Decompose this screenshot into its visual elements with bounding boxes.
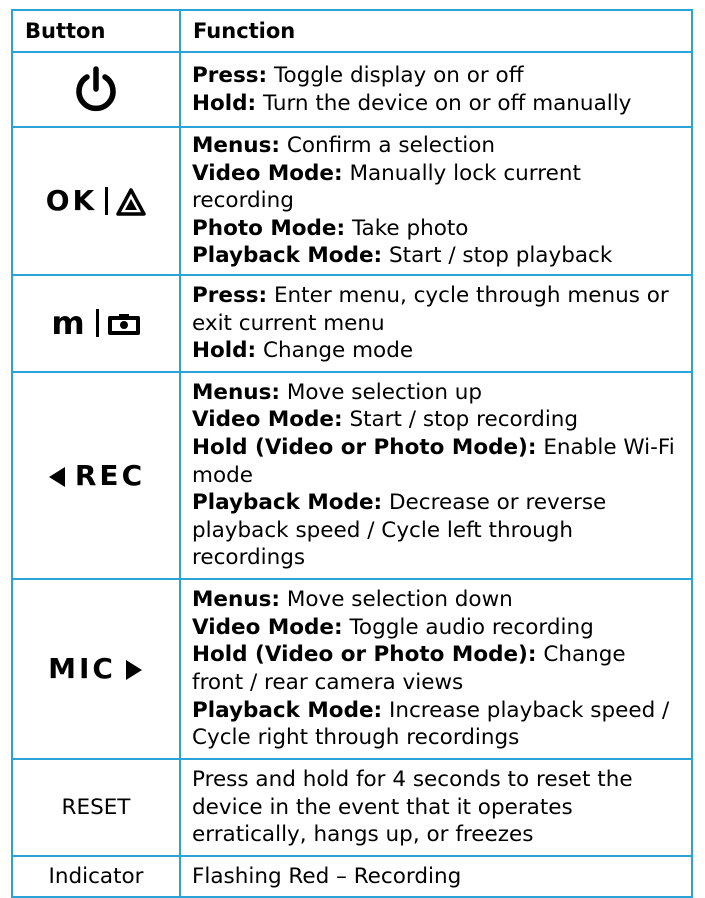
rec-label: REC [74, 458, 146, 492]
button-cell [12, 759, 180, 856]
button-cell [12, 856, 180, 897]
function-line: Video Mode: Start / stop recording [192, 407, 579, 433]
table-row [12, 579, 692, 759]
function-line: Video Mode: Manually lock current recording [192, 160, 581, 214]
function-cell [180, 372, 692, 579]
function-line: Photo Mode: Take photo [192, 215, 469, 241]
indicator-label: Indicator [48, 863, 144, 889]
button-cell [12, 579, 180, 759]
function-line: Hold (Video or Photo Mode): Change front / rear camera views [192, 642, 626, 695]
button-function-table [11, 9, 693, 898]
function-cell [180, 52, 692, 127]
table-row [12, 127, 692, 275]
table-row [12, 275, 692, 372]
separator [96, 309, 99, 337]
ok-label: OK [45, 184, 98, 218]
button-cell [12, 52, 180, 127]
function-line: Flashing Red – Recording [192, 863, 462, 889]
function-line: Press: Toggle display on or off [192, 62, 524, 88]
function-line: Press: Enter menu, cycle through menus or exit current menu [192, 283, 669, 336]
table-row [12, 52, 692, 127]
function-line: Playback Mode: Start / stop playback [192, 243, 613, 269]
camera-shutter-icon [116, 184, 146, 217]
header-button: Button [12, 10, 180, 52]
function-cell [180, 127, 692, 275]
button-cell [12, 127, 180, 275]
table-row [12, 759, 692, 856]
mic-label: MIC [48, 652, 116, 686]
function-cell [180, 759, 692, 856]
button-cell [12, 372, 180, 579]
function-line: Hold: Turn the device on or off manually [192, 90, 632, 116]
function-line: Video Mode: Toggle audio recording [192, 614, 594, 640]
function-line: Press and hold for 4 seconds to reset the device in the event that it operates erratically, hangs up, or freezes [192, 767, 633, 848]
function-cell [180, 579, 692, 759]
button-cell [12, 275, 180, 372]
header-function: Function [180, 10, 692, 52]
separator [105, 187, 108, 215]
right-arrow-icon [124, 652, 144, 685]
function-line: Menus: Move selection down [192, 587, 513, 613]
function-cell [180, 856, 692, 897]
function-line: Hold: Change mode [192, 338, 414, 364]
function-line: Hold (Video or Photo Mode): Enable Wi-Fi mode [192, 435, 675, 488]
function-line: Playback Mode: Increase playback speed / Cycle right through recordings [192, 697, 670, 751]
reset-label: RESET [61, 794, 131, 820]
left-arrow-icon [47, 459, 67, 492]
m-label: m [51, 304, 88, 343]
table-row [12, 856, 692, 897]
function-line: Menus: Confirm a selection [192, 133, 496, 158]
function-line: Menus: Move selection up [192, 379, 483, 405]
power-icon [73, 79, 119, 98]
table-header-row [12, 10, 692, 52]
function-line: Playback Mode: Decrease or reverse playback speed / Cycle left through recordings [192, 490, 607, 571]
function-cell [180, 275, 692, 372]
table-row [12, 372, 692, 579]
mode-icon [107, 307, 141, 340]
